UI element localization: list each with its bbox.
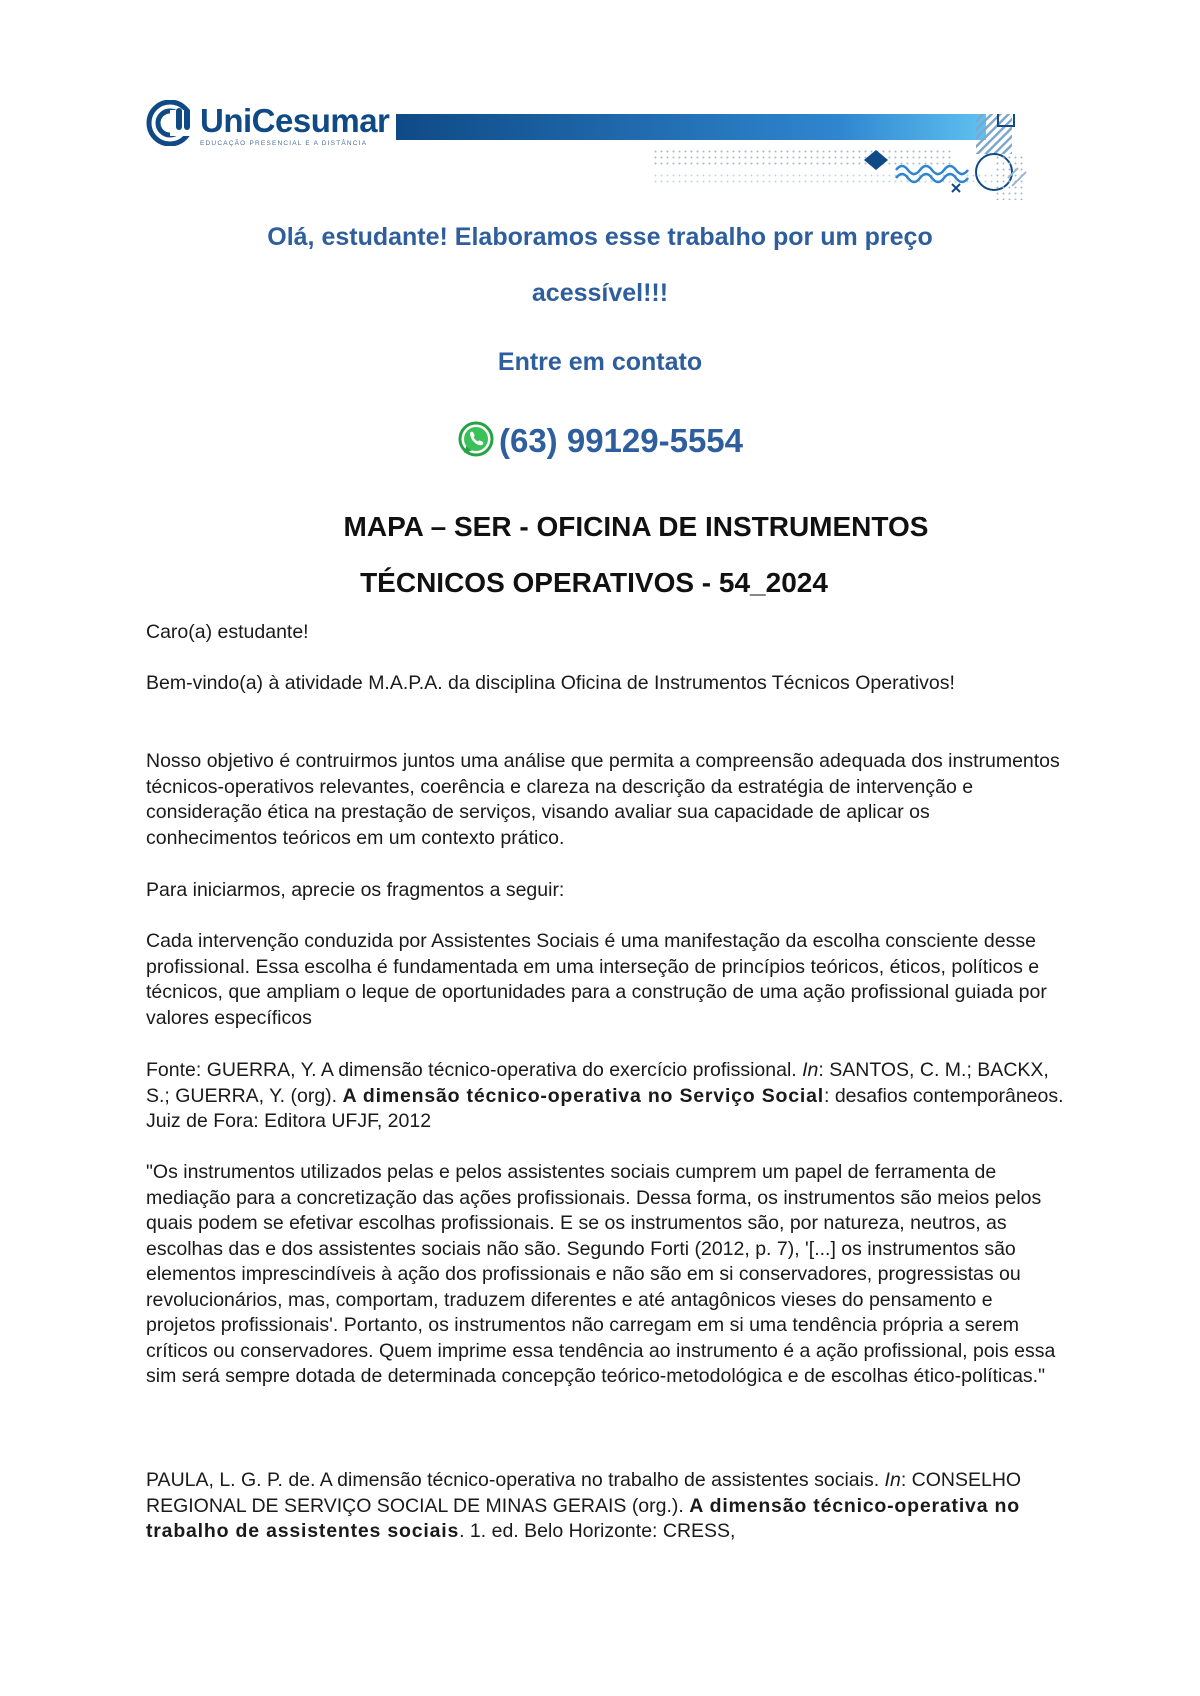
source-citation-2 [146,1468,1066,1545]
phone-number: (63) 99129-5554 [498,422,744,459]
source-citation-1-text [146,1058,1066,1135]
welcome-text: Bem-vindo(a) à atividade M.A.P.A. da disciplina Oficina de Instrumentos Técnicos Operativos! [146,672,955,694]
intro-text: Para iniciarmos, aprecie os fragmentos a seguir: [146,879,565,901]
logo-tagline: EDUCAÇÃO PRESENCIAL E A DISTÂNCIA [200,140,368,147]
citation-2-part2: : CONSELHO REGIONAL DE SERVIÇO SOCIAL DE MINAS GERAIS (org.). [146,1469,1022,1517]
citation-1-part3: : desafios contemporâneos. Juiz de Fora: Editora UFJF, 2012 [146,1084,1064,1132]
quote-paragraph [146,1160,1066,1390]
source-citation-2-text [146,1468,1066,1545]
promo-line-2: acessível!!! [531,279,669,307]
whatsapp-icon [457,420,495,458]
objective-text: Nosso objetivo é contruirmos juntos uma análise que permita a compreensão adequada dos instrumentos técnicos-operativos relevantes, coerência e clareza na descrição da estratégia de intervenção e consideração ética na prestação de serviços, visando avaliar sua capacidade de aplicar os conhecimentos teóricos em um contexto prático. [146,750,1060,849]
quote-text: "Os instrumentos utilizados pelas e pelos assistentes sociais cumprem um papel de ferramenta de mediação para a concretização das ações profissionais. Dessa forma, os instrumentos são meios pelos quais podem se efetivar escolhas profissionais. E se os instrumentos são, por natureza, neutros, as escolhas das e dos assistentes sociais não são. Segundo Forti (2012, p. 7), '[...] os instrumentos são elementos imprescindíveis à ação dos profissionais e não são em si conservadores, progressistas ou revolucionários, mas, comportam, traduzem diferentes e até antagônicos vieses do pensamento e projetos profissionais'. Portanto, os instrumentos não carregam em si uma tendência própria a serem críticos ou conservadores. Quem imprime essa tendência ao instrumento é a ação profissional, pois essa sim será sempre dotada de determinada concepção teórico-metodológica e de escolhas ético-políticas." [146,1161,1056,1387]
welcome-paragraph [146,671,1066,697]
citation-2-in: In [884,1469,901,1491]
source-citation-1 [146,1058,1066,1135]
greeting-text: Caro(a) estudante! [146,621,309,643]
citation-2-book-title: A dimensão técnico-operativa no trabalho de assistentes sociais [146,1494,1020,1542]
citation-1-part1: Fonte: GUERRA, Y. A dimensão técnico-operativa do exercício profissional. [146,1059,803,1081]
citation-1-in: In [802,1059,819,1081]
header-banner-decoration [396,114,1068,202]
greeting-paragraph [146,620,1066,646]
header [146,98,1068,202]
citation-2-part3: . 1. ed. Belo Horizonte: CRESS, [459,1520,736,1542]
document-title-line-1: MAPA – SER - OFICINA DE INSTRUMENTOS [343,511,929,542]
intro-paragraph [146,878,1066,904]
citation-2-part1: PAULA, L. G. P. de. A dimensão técnico-operativa no trabalho de assistentes sociais. [146,1469,885,1491]
phone-row[interactable] [0,420,1200,461]
document-title-line-2: TÉCNICOS OPERATIVOS - 54_2024 [360,567,828,598]
objective-paragraph [146,749,1066,851]
logo-text: UniCesumar [200,102,390,139]
fragment-paragraph [146,929,1066,1031]
promo-line-1: Olá, estudante! Elaboramos esse trabalho por um preço [267,223,933,251]
unicesumar-logo-icon [146,100,194,146]
promo-contact: Entre em contato [497,348,703,376]
citation-1-part2: : SANTOS, C. M.; BACKX, S.; GUERRA, Y. (org). [146,1059,1049,1107]
citation-1-book-title: A dimensão técnico-operativa no Serviço Social [342,1084,824,1107]
fragment-text: Cada intervenção conduzida por Assistentes Sociais é uma manifestação da escolha consciente desse profissional. Essa escolha é fundamentada em uma interseção de princípios teóricos, éticos, políticos e técnicos, que ampliam o leque de oportunidades para a construção de uma ação profissional guiada por valores específicos [146,930,1047,1029]
unicesumar-logo [146,98,390,158]
